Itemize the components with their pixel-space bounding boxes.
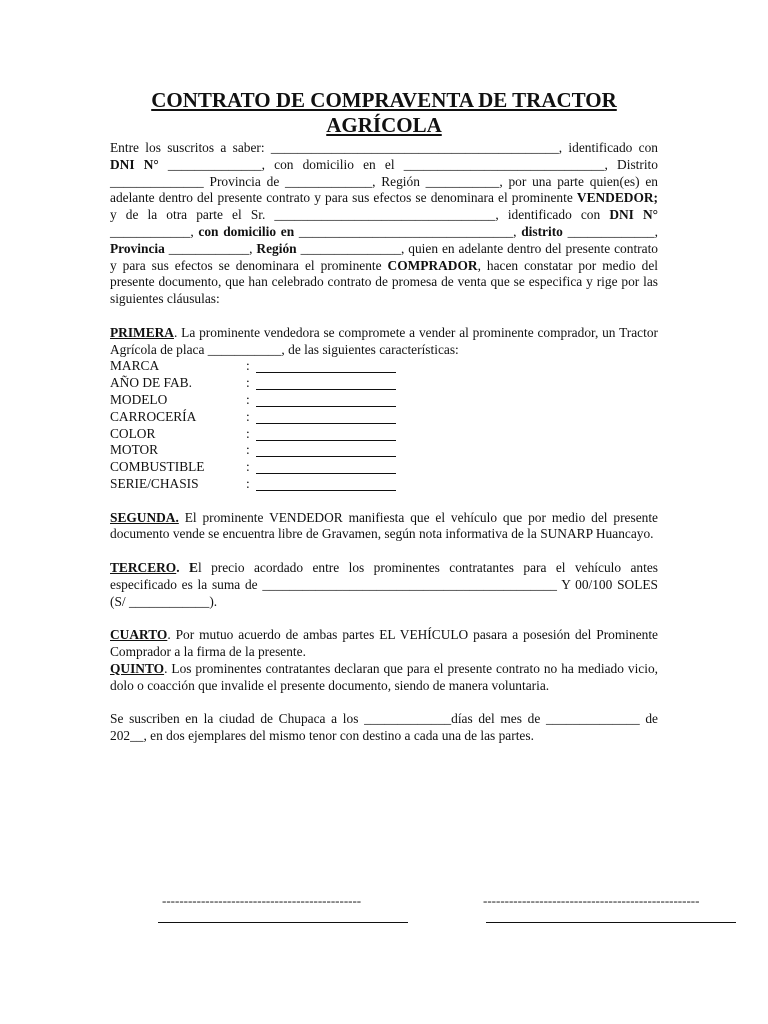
vehicle-field-label: SERIE/CHASIS bbox=[110, 475, 199, 491]
signature-dashes-left: ---------------------------------------------- bbox=[162, 893, 362, 908]
con-domicilio-label: con domicilio en bbox=[198, 223, 295, 239]
vehicle-field-row bbox=[110, 358, 658, 375]
vehicle-field-blank bbox=[256, 459, 396, 474]
vehicle-field-blank bbox=[256, 426, 396, 441]
vehicle-field-blank bbox=[256, 476, 396, 491]
vehicle-field-blank bbox=[256, 392, 396, 407]
distrito-label: distrito bbox=[521, 223, 563, 239]
intro-text-7: ____________, bbox=[168, 240, 253, 256]
vehicle-field-label: CARROCERÍA bbox=[110, 408, 197, 424]
vehicle-field-blank bbox=[256, 358, 396, 373]
vehicle-field-blank bbox=[256, 409, 396, 424]
vehicle-field-colon: : bbox=[246, 442, 250, 458]
segunda-label: SEGUNDA. bbox=[110, 509, 179, 525]
comprador-term: COMPRADOR bbox=[387, 257, 478, 273]
cuarto-text: . Por mutuo acuerdo de ambas partes EL VEHÍCULO pasara a posesión del Prominente Comprador a la firma de la presente. bbox=[110, 627, 658, 659]
signature-line-left bbox=[158, 922, 408, 923]
vehicle-field-row bbox=[110, 476, 658, 493]
region-label: Región bbox=[256, 240, 297, 256]
title-line-2: AGRÍCOLA bbox=[326, 113, 442, 137]
intro-text-1: Entre los suscritos a saber: ___________________________________________, identificado con bbox=[110, 140, 658, 155]
tercero-text: l precio acordado entre los prominentes contratantes para el vehículo antes especificado es la suma de ____________________________________________ Y 00/100 SOLES (S/ ____________). bbox=[110, 559, 658, 609]
vehicle-field-row bbox=[110, 426, 658, 443]
vehicle-field-blank bbox=[256, 442, 396, 457]
vehicle-field-blank bbox=[256, 375, 396, 390]
segunda-text: El prominente VENDEDOR manifiesta que el vehículo que por medio del presente documento vende se encuentra libre de Gravamen, según nota informativa de la SUNARP Huancayo. bbox=[110, 509, 658, 542]
vehicle-field-colon: : bbox=[246, 425, 250, 441]
vehicle-field-colon: : bbox=[246, 358, 250, 374]
vehicle-fields bbox=[110, 358, 658, 492]
vehicle-field-colon: : bbox=[246, 391, 250, 407]
vehicle-field-label: COLOR bbox=[110, 425, 156, 441]
vendedor-term: VENDEDOR; bbox=[576, 190, 658, 206]
clause-quinto bbox=[110, 661, 658, 695]
closing-paragraph: Se suscriben en la ciudad de Chupaca a los _____________días del mes de ______________ de 202__, en dos ejemplares del mismo tenor con destino a cada una de las partes. bbox=[110, 711, 658, 743]
tercero-dot-e: . E bbox=[176, 559, 198, 575]
clause-tercero bbox=[110, 560, 658, 610]
title-line-1: CONTRATO DE COMPRAVENTA DE TRACTOR bbox=[151, 88, 617, 112]
clause-cuarto bbox=[110, 627, 658, 661]
signature-dashes-right: -------------------------------------------------- bbox=[483, 893, 700, 908]
vehicle-field-row bbox=[110, 442, 658, 459]
vehicle-field-colon: : bbox=[246, 375, 250, 391]
vehicle-field-colon: : bbox=[246, 459, 250, 475]
cuarto-label: CUARTO bbox=[110, 627, 168, 643]
vehicle-field-row bbox=[110, 392, 658, 409]
intro-text-3: y de la otra parte el Sr. _________________________________, identificado con bbox=[110, 207, 601, 223]
dni-label: DNI N° bbox=[110, 156, 159, 172]
quinto-text: . Los prominentes contratantes declaran que para el presente contrato no ha mediado vicio, dolo o coacción que invalide el presente documento, siendo de manera voluntaria. bbox=[110, 660, 658, 693]
intro-text-8: _______________, quien en adelante dentro del presente contrato y para sus efectos se denominara el prominente bbox=[110, 240, 658, 273]
intro-text-2: ______________, con domicilio en el ______________________________, Distrito ______________ Provincia de _____________, Región ___________, por una parte quien(es) en adelante dentro del presente contrato y para sus efectos se denominara el prominente bbox=[110, 156, 658, 206]
vehicle-field-label: MODELO bbox=[110, 391, 168, 407]
vehicle-field-row bbox=[110, 409, 658, 426]
vehicle-field-row bbox=[110, 375, 658, 392]
provincia-label: Provincia bbox=[110, 240, 165, 256]
signature-line-right bbox=[486, 922, 736, 923]
quinto-label: QUINTO bbox=[110, 660, 165, 676]
document-title bbox=[110, 88, 658, 138]
vehicle-field-label: COMBUSTIBLE bbox=[110, 459, 205, 475]
clause-primera bbox=[110, 325, 658, 359]
vehicle-field-colon: : bbox=[246, 475, 250, 491]
intro-text-6: _____________, bbox=[567, 223, 658, 239]
contract-document bbox=[110, 88, 658, 745]
vehicle-field-colon: : bbox=[246, 408, 250, 424]
vehicle-field-label: MARCA bbox=[110, 358, 160, 374]
intro-paragraph bbox=[110, 140, 658, 308]
intro-text-9: , hacen constatar por medio del presente documento, que han celebrado contrato de promesa de venta que se especifica y rige por las siguientes cláusulas: bbox=[110, 257, 658, 307]
vehicle-field-row bbox=[110, 459, 658, 476]
vehicle-field-label: AÑO DE FAB. bbox=[110, 375, 192, 391]
primera-label: PRIMERA bbox=[110, 324, 174, 340]
vehicle-field-label: MOTOR bbox=[110, 442, 159, 458]
intro-text-4: ____________, bbox=[110, 223, 194, 239]
primera-text: . La prominente vendedora se compromete a vender al prominente comprador, un Tractor Agrícola de placa ___________, de las siguientes características: bbox=[110, 324, 658, 357]
clause-segunda bbox=[110, 510, 658, 544]
intro-text-5: ________________________________, bbox=[298, 223, 517, 239]
tercero-label: TERCERO bbox=[110, 559, 177, 575]
dni-label-2: DNI N° bbox=[609, 207, 658, 223]
